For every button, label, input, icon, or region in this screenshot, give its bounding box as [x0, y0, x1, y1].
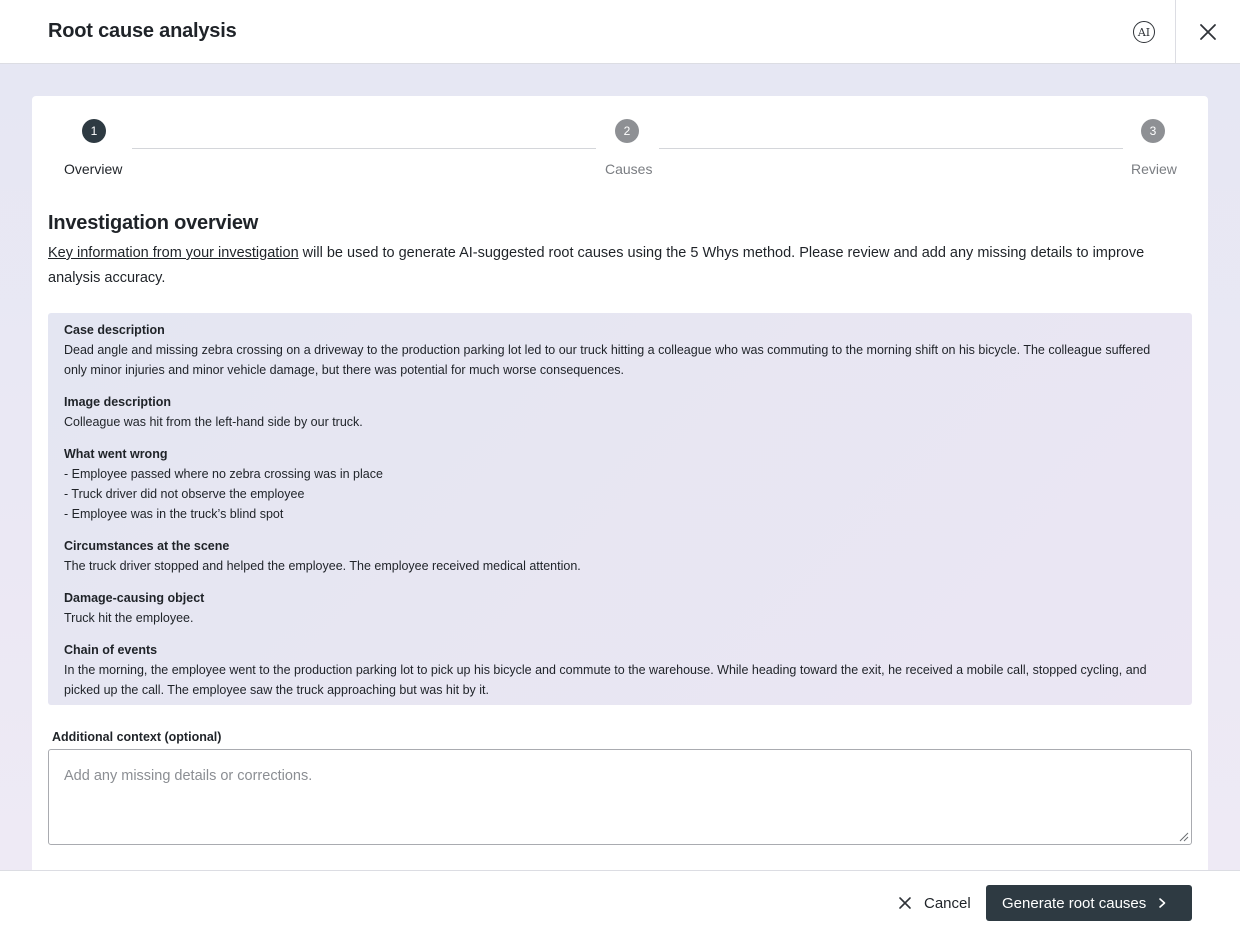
step-3-circle[interactable]: 3	[1141, 119, 1165, 143]
additional-context-label: Additional context (optional)	[52, 730, 222, 744]
info-text: The truck driver stopped and helped the employee. The employee received medical attention.	[64, 559, 581, 573]
resize-grip-icon[interactable]	[1177, 830, 1189, 842]
dialog-footer	[0, 870, 1240, 934]
info-text: - Truck driver did not observe the employee	[64, 487, 305, 501]
section-title: Investigation overview	[48, 212, 259, 234]
dialog-header	[0, 0, 1240, 64]
info-heading: Damage-causing object	[64, 591, 205, 605]
close-icon	[1196, 20, 1220, 44]
step-connector-1	[132, 148, 596, 149]
step-1-label[interactable]: Overview	[64, 161, 123, 177]
generate-label: Generate root causes	[1002, 894, 1147, 912]
step-1-circle[interactable]: 1	[82, 119, 106, 143]
case-description-section	[64, 320, 1176, 380]
circumstances-section	[64, 536, 1176, 576]
chevron-right-icon	[1156, 897, 1168, 909]
additional-context-textarea[interactable]	[48, 749, 1192, 845]
info-text: Dead angle and missing zebra crossing on a driveway to the production parking lot led to our truck hitting a colleague who was commuting to the morning shift on his bicycle. The colleague suffered only minor injuries and minor vehicle damage, but there was potential for much worse consequences.	[64, 343, 1151, 377]
info-heading: Image description	[64, 395, 171, 409]
step-3-label[interactable]: Review	[1131, 161, 1177, 177]
info-text: Colleague was hit from the left-hand side by our truck.	[64, 415, 363, 429]
intro-rest: will be used to generate AI-suggested root causes using the 5 Whys method. Please review and add any missing details to improve analysis accuracy.	[48, 245, 1145, 286]
investigation-link[interactable]: Key information from your investigation	[48, 245, 299, 261]
close-icon	[896, 894, 914, 912]
investigation-summary	[48, 313, 1192, 705]
close-button[interactable]	[1196, 20, 1220, 44]
cancel-label: Cancel	[924, 894, 971, 912]
intro-text	[48, 241, 1168, 291]
dialog-body	[0, 64, 1240, 870]
info-text: - Employee passed where no zebra crossing was in place	[64, 467, 383, 481]
info-text: In the morning, the employee went to the production parking lot to pick up his bicycle and commute to the warehouse. While heading toward the exit, he received a mobile call, stopped cycling, and picked up the call. The employee saw the truck approaching but was hit by it.	[64, 663, 1147, 697]
info-heading: Case description	[64, 323, 165, 337]
step-2-label[interactable]: Causes	[605, 161, 653, 177]
step-2-circle[interactable]: 2	[615, 119, 639, 143]
step-connector-2	[659, 148, 1123, 149]
cancel-button[interactable]	[896, 890, 971, 916]
info-text: - Employee was in the truck’s blind spot	[64, 507, 284, 521]
textarea-placeholder: Add any missing details or corrections.	[64, 768, 313, 784]
info-text: Truck hit the employee.	[64, 611, 194, 625]
ai-assistant-icon[interactable]: AI	[1133, 21, 1155, 43]
dialog-title: Root cause analysis	[48, 20, 237, 42]
damage-object-section	[64, 588, 1176, 628]
overview-card	[32, 96, 1208, 876]
header-divider	[1175, 0, 1176, 64]
info-heading: Chain of events	[64, 643, 158, 657]
info-heading: What went wrong	[64, 447, 168, 461]
what-went-wrong-section	[64, 444, 1176, 524]
generate-root-causes-button[interactable]	[986, 885, 1192, 921]
image-description-section	[64, 392, 1176, 432]
info-heading: Circumstances at the scene	[64, 539, 230, 553]
chain-of-events-section	[64, 640, 1176, 700]
